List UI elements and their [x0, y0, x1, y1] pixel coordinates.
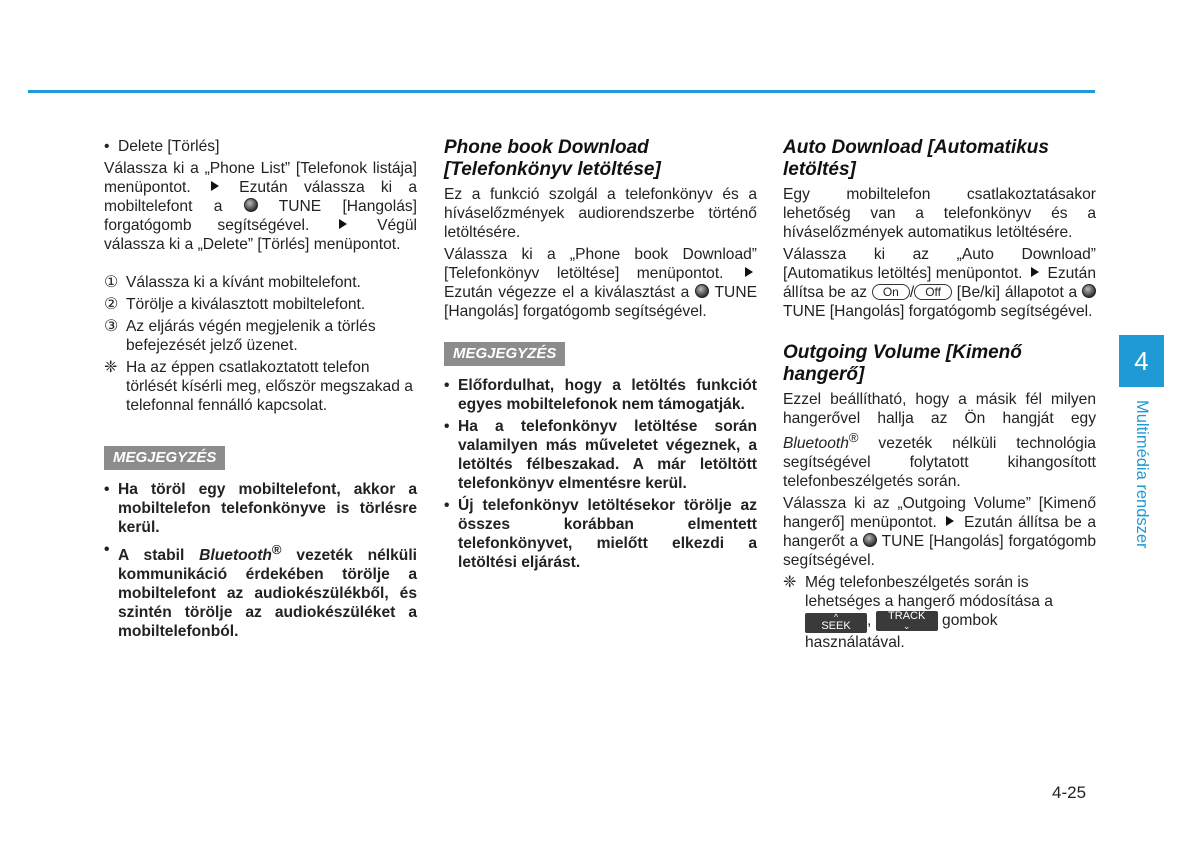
- instruction-text: Válassza ki az „Outgoing Volume” [Kimenő hangerő] menüpontot.: [783, 495, 1096, 532]
- step-2-marker: ②: [104, 296, 119, 313]
- chapter-title: Multimédia rendszer: [1133, 400, 1151, 549]
- paragraph: Egy mobiltelefon csatlakoztatásakor lehetőség van a telefonkönyv és a híváselőzmények automatikus letöltésére.: [783, 186, 1096, 241]
- tune-knob-icon: [244, 198, 258, 212]
- note-item: • Ha a telefonkönyv letöltése során valamilyen más műveletet végeznek, a letöltés félbeszakad. A már letöltött telefonkönyv elmentésre kerül.: [444, 417, 757, 493]
- step-3-marker: ③: [104, 318, 119, 335]
- arrow-right-icon: [211, 181, 219, 191]
- step-2: [104, 295, 417, 314]
- note-label: MEGJEGYZÉS: [444, 342, 565, 366]
- step-1-text: Válassza ki a kívánt mobiltelefont.: [126, 274, 361, 291]
- step-3-text: Az eljárás végén megjelenik a törlés befejezését jelző üzenet.: [126, 318, 376, 354]
- tune-knob-icon: [1082, 284, 1096, 298]
- bluetooth-word: Bluetooth: [199, 547, 272, 565]
- paragraph: [783, 245, 1096, 321]
- arrow-right-icon: [1031, 267, 1039, 277]
- chapter-tab: 4: [1119, 335, 1164, 387]
- tip-marker: ❈: [104, 359, 118, 376]
- column-right: [783, 137, 1096, 655]
- tip-text: Még telefonbeszélgetés során is lehetséges a hangerő módosítása a: [805, 574, 1053, 611]
- column-middle: [444, 137, 757, 575]
- step-1-marker: ①: [104, 274, 119, 291]
- note-list: [444, 376, 757, 572]
- top-rule: [28, 90, 1095, 93]
- arrow-right-icon: [745, 267, 753, 277]
- section-heading: Auto Download [Automatikus letöltés]: [783, 137, 1049, 180]
- column-left: [104, 137, 417, 644]
- track-button-icon: TRACK ⌄: [876, 611, 938, 631]
- instruction-text: Ezután állítsa be a hangerőt a: [783, 514, 1096, 551]
- note-item: • Előfordulhat, hogy a letöltés funkciót egyes mobiltelefonok nem támogatják.: [444, 376, 757, 414]
- note-item: • Ha töröl egy mobiltelefont, akkor a mobiltelefon telefonkönyve is törlésre kerül.: [104, 480, 417, 537]
- note-item: • Új telefonkönyv letöltésekor törölje az összes korábban elmentett telefonkönyvet, mielőtt elkezdi a letöltési eljárást.: [444, 496, 757, 572]
- note-list: [104, 480, 417, 641]
- note-item: [104, 540, 417, 641]
- off-button-icon: Off: [914, 284, 952, 300]
- instruction-text: TUNE [Hangolás] forgatógomb segítségével.: [783, 533, 1096, 570]
- step-tip: [104, 358, 417, 415]
- step-3: [104, 317, 417, 355]
- page-number: 4-25: [1052, 783, 1087, 802]
- instruction-text: TUNE [Hangolás] forgatógomb segítségével.: [444, 284, 757, 320]
- delete-instructions: [104, 159, 417, 254]
- delete-step-1: Válassza ki a „Phone List” [Telefonok listája] menüpontot.: [104, 160, 417, 196]
- note-text: A stabil: [118, 547, 185, 565]
- delete-step-4: Végül válassza ki a „Delete” [Törlés] menüpontot.: [104, 217, 417, 253]
- section-heading: Phone book Download [Telefonkönyv letöltése]: [444, 137, 661, 180]
- paragraph: [783, 390, 1096, 491]
- paragraph-text: Ezzel beállítható, hogy a másik fél milyen hangerővel hallja az Ön hangját egy: [783, 391, 1096, 427]
- note-text: vezeték nélküli kommunikáció érdekében törölje a mobiltelefont az audiokészülékből, és szintén törölje az audiokészüléket a mobiltelefonból.: [118, 547, 417, 641]
- delete-bullet: • Delete [Törlés]: [104, 137, 417, 156]
- comma: ,: [867, 612, 872, 630]
- bluetooth-word: Bluetooth: [783, 435, 849, 453]
- instruction-text: TUNE [Hangolás] forgatógomb segítségével.: [783, 303, 1093, 320]
- tip-marker: ❈: [783, 574, 797, 592]
- tip-text: Ha az éppen csatlakoztatott telefon törlését kísérli meg, először megszakad a telefonnal fennálló kapcsolat.: [126, 359, 413, 414]
- delete-step-2: Ezután válassza ki a mobiltelefont a: [104, 179, 417, 215]
- delete-step-3: TUNE [Hangolás] forgatógomb segítségével.: [104, 198, 417, 234]
- tune-knob-icon: [695, 284, 709, 298]
- tip-text: gombok használatával.: [805, 612, 998, 652]
- step-2-text: Törölje a kiválasztott mobiltelefont.: [126, 296, 366, 313]
- volume-tip: [783, 573, 1096, 652]
- paragraph: Ez a funkció szolgál a telefonkönyv és a híváselőzmények audiorendszerbe történő letöltésére.: [444, 186, 757, 241]
- instruction-text: Ezután végezze el a kiválasztást a: [444, 284, 690, 301]
- paragraph: [783, 494, 1096, 570]
- track-label: TRACK: [888, 610, 926, 623]
- instruction-text: Válassza ki a „Phone book Download” [Telefonkönyv letöltése] menüpontot.: [444, 246, 757, 282]
- instruction-text: [Be/ki] állapotot a: [956, 284, 1078, 301]
- paragraph-text: vezeték nélküli technológia segítségével folytatott kihangosított telefonbeszélgetés során.: [783, 435, 1096, 491]
- instruction-text: Ezután állítsa be az: [783, 265, 1096, 301]
- tune-knob-icon: [863, 533, 877, 547]
- seek-button-icon: ^ SEEK: [805, 613, 867, 633]
- instruction-text: Válassza ki az „Auto Download” [Automatikus letöltés] menüpontot.: [783, 246, 1096, 282]
- seek-label: SEEK: [821, 620, 851, 633]
- registered-mark: ®: [271, 542, 282, 557]
- on-button-icon: On: [872, 284, 910, 300]
- step-1: [104, 273, 417, 292]
- note-label: MEGJEGYZÉS: [104, 446, 225, 470]
- delete-bullet-list: [104, 137, 417, 156]
- paragraph: [444, 245, 757, 321]
- arrow-right-icon: [339, 219, 347, 229]
- slash: /: [909, 284, 915, 301]
- arrow-right-icon: [946, 516, 954, 526]
- registered-mark: ®: [848, 430, 859, 445]
- section-heading: Outgoing Volume [Kimenő hangerő]: [783, 342, 1022, 385]
